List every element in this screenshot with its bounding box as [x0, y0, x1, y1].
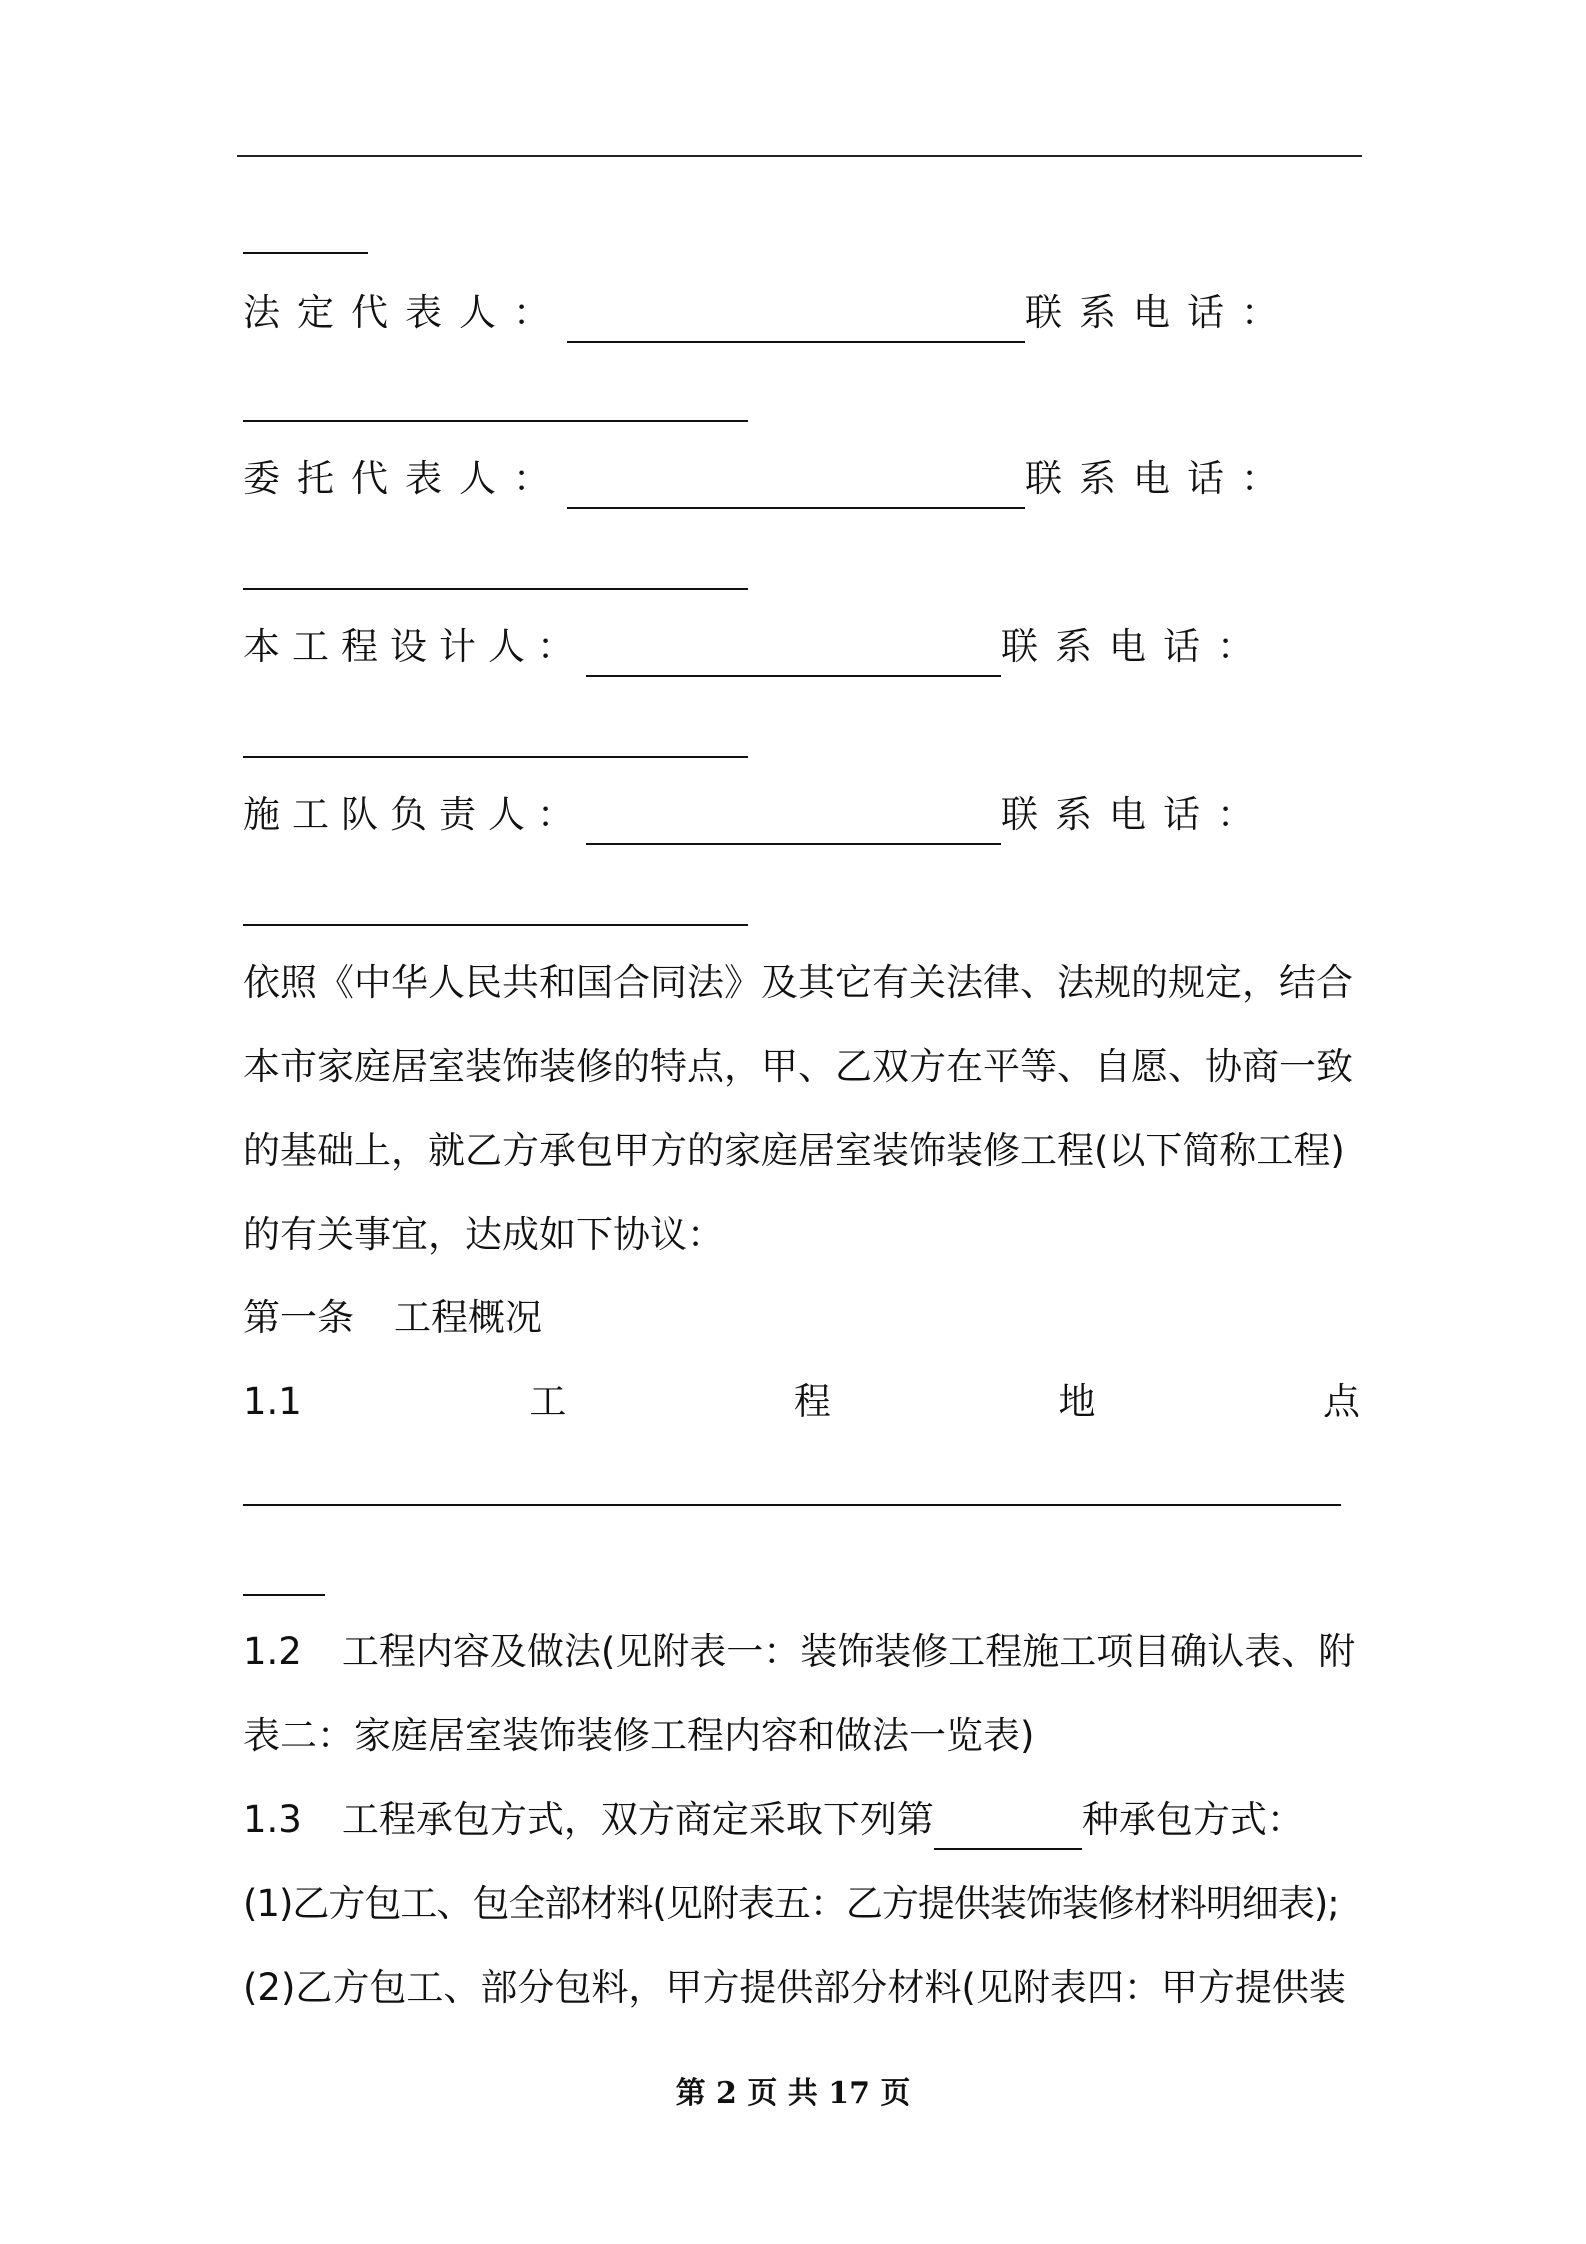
contact-row-designer [243, 617, 1360, 677]
contact-label: 法定代表人： [243, 291, 567, 334]
contact-label: 委托代表人： [243, 457, 567, 500]
paragraph-line: 本市家庭居室装饰装修的特点，甲、乙双方在平等、自愿、协商一致 [243, 1045, 1353, 1088]
contact-row-entrusted-rep [243, 449, 1360, 509]
phone-label: 联系电话： [1025, 291, 1295, 334]
phone-blank[interactable] [243, 756, 748, 758]
paragraph-line: 的有关事宜，达成如下协议： [243, 1213, 724, 1256]
phone-blank[interactable] [243, 588, 748, 590]
item-number: 1.2 [243, 1630, 302, 1673]
contact-label: 本工程设计人： [243, 625, 586, 668]
article-title: 工程概况 [394, 1296, 542, 1339]
phone-blank[interactable] [243, 924, 748, 926]
phone-label: 联系电话： [1001, 625, 1271, 668]
phone-blank[interactable] [243, 420, 748, 422]
contact-row-legal-rep [243, 283, 1360, 343]
location-blank-continuation[interactable] [243, 1594, 325, 1596]
item-text: 工程承包方式，双方商定采取下列第 [341, 1798, 934, 1841]
name-blank[interactable] [567, 467, 1025, 509]
item-char: 点 [1322, 1380, 1360, 1423]
option-line: (2)乙方包工、部分包料，甲方提供部分材料(见附表四：甲方提供装 [243, 1966, 1346, 2009]
contact-row-construction-lead [243, 785, 1360, 845]
blank-line-continuation [243, 252, 368, 254]
item-1-1 [243, 1372, 1360, 1432]
page-footer: 第 2 页 共 17 页 [675, 2076, 911, 2111]
option-choice-blank[interactable] [934, 1808, 1082, 1850]
item-1-3-line [243, 1790, 1360, 1850]
item-1-2-line [243, 1622, 1360, 1682]
item-number: 1.3 [243, 1798, 302, 1841]
phone-label: 联系电话： [1025, 457, 1295, 500]
location-blank[interactable] [243, 1504, 1341, 1506]
paragraph-line: 的基础上，就乙方承包甲方的家庭居室装饰装修工程(以下简称工程) [243, 1129, 1345, 1172]
header-rule [237, 155, 1362, 157]
item-text: 种承包方式： [1081, 1798, 1304, 1841]
name-blank[interactable] [586, 803, 1001, 845]
item-1-2-line: 表二：家庭居室装饰装修工程内容和做法一览表) [243, 1714, 1035, 1757]
phone-label: 联系电话： [1001, 793, 1271, 836]
paragraph-line: 依照《中华人民共和国合同法》及其它有关法律、法规的规定，结合 [243, 961, 1353, 1004]
article-number: 第一条 [243, 1296, 354, 1339]
option-line: (1)乙方包工、包全部材料(见附表五：乙方提供装饰装修材料明细表); [243, 1882, 1339, 1925]
item-char: 程 [793, 1380, 831, 1423]
item-char: 工 [529, 1380, 567, 1423]
contact-label: 施工队负责人： [243, 793, 586, 836]
name-blank[interactable] [586, 635, 1001, 677]
article-heading [243, 1288, 1360, 1348]
item-text: 工程内容及做法(见附表一：装饰装修工程施工项目确认表、附 [341, 1630, 1356, 1673]
name-blank[interactable] [567, 301, 1025, 343]
item-number: 1.1 [243, 1380, 302, 1423]
item-char: 地 [1058, 1380, 1096, 1423]
